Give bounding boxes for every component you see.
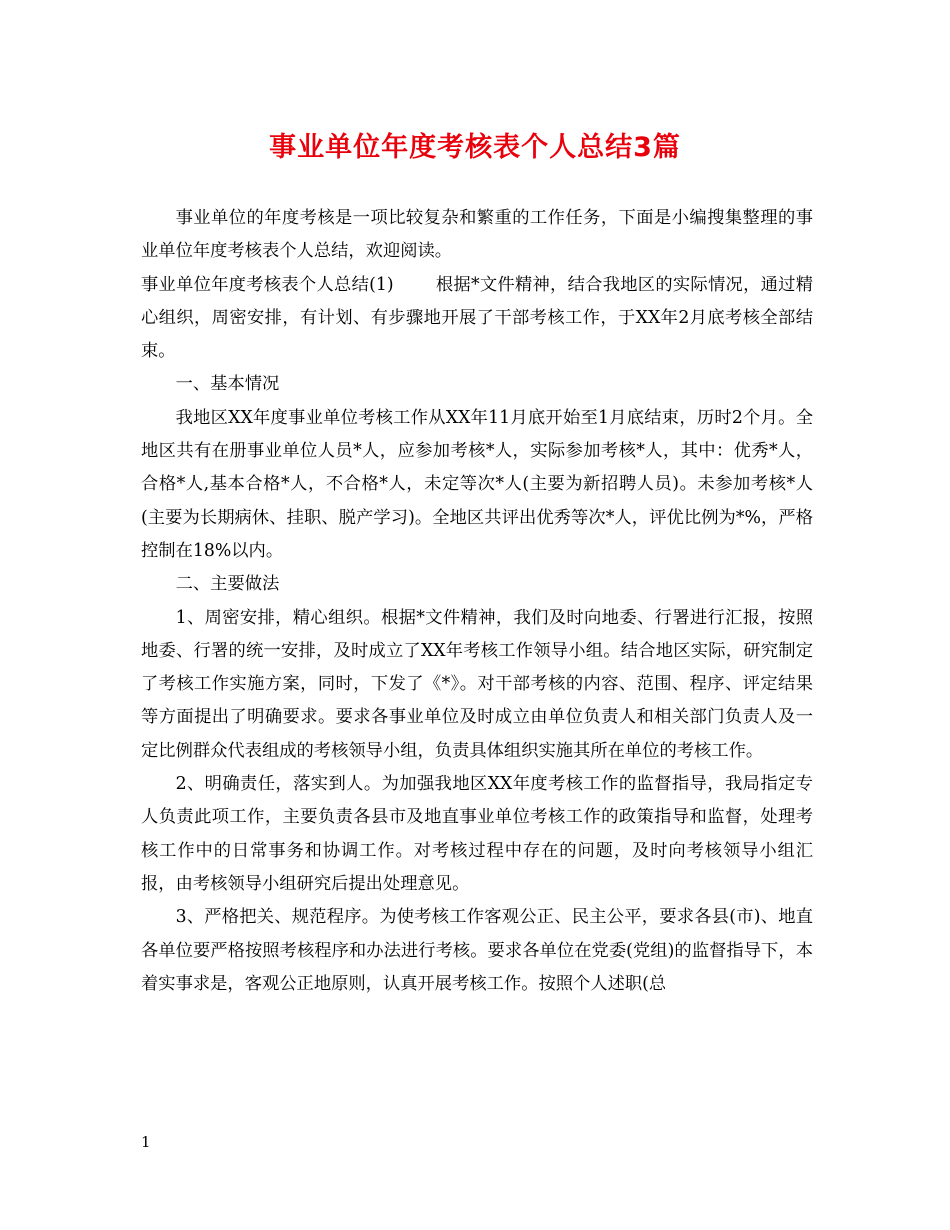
main-practices-heading: 二、主要做法 [175, 574, 280, 595]
document-title: 事业单位年度考核表个人总结3篇 [269, 132, 681, 163]
section-one-paragraph [141, 269, 813, 369]
intro-paragraph: 事业单位的年度考核是一项比较复杂和繁重的工作任务，下面是小编搜集整理的事业单位年度考核表个人总结，欢迎阅读。 [141, 208, 813, 262]
basic-situation-heading: 一、基本情况 [175, 374, 280, 395]
section-one-text: 根据*文件精神，结合我地区的实际情况，通过精心组织，周密安排，有计划、有步骤地开展了干部考核工作，于XX年2月底考核全部结束。 [141, 274, 813, 362]
page-number: 1 [141, 1133, 151, 1151]
section-one-heading: 事业单位年度考核表个人总结(1) [141, 274, 394, 295]
practice-item-2: 2、明确责任，落实到人。为加强我地区XX年度考核工作的监督指导，我局指定专人负责此项工作，主要负责各县市及地直事业单位考核工作的政策指导和监督，处理考核工作中的日常事务和协调工作。对考核过程中存在的问题，及时向考核领导小组汇报，由考核领导小组研究后提出处理意见。 [141, 774, 813, 894]
basic-situation-paragraph: 我地区XX年度事业单位考核工作从XX年11月底开始至1月底结束，历时2个月。全地区共有在册事业单位人员*人，应参加考核*人，实际参加考核*人，其中：优秀*人，合格*人,基本合格*人，不合格*人，未定等次*人(主要为新招聘人员)。未参加考核*人(主要为长期病休、挂职、脱产学习)。全地区共评出优秀等次*人，评优比例为*%，严格控制在18%以内。 [141, 407, 813, 561]
practice-item-1: 1、周密安排，精心组织。根据*文件精神，我们及时向地委、行署进行汇报，按照地委、行署的统一安排，及时成立了XX年考核工作领导小组。结合地区实际，研究制定了考核工作实施方案，同时，下发了《*》。对干部考核的内容、范围、程序、评定结果等方面提出了明确要求。要求各事业单位及时成立由单位负责人和相关部门负责人及一定比例群众代表组成的考核领导小组，负责具体组织实施其所在单位的考核工作。 [141, 607, 813, 761]
practice-item-3: 3、严格把关、规范程序。为使考核工作客观公正、民主公平，要求各县(市)、地直各单位要严格按照考核程序和办法进行考核。要求各单位在党委(党组)的监督指导下，本着实事求是，客观公正地原则，认真开展考核工作。按照个人述职(总 [141, 907, 813, 994]
document-body [141, 202, 813, 1001]
